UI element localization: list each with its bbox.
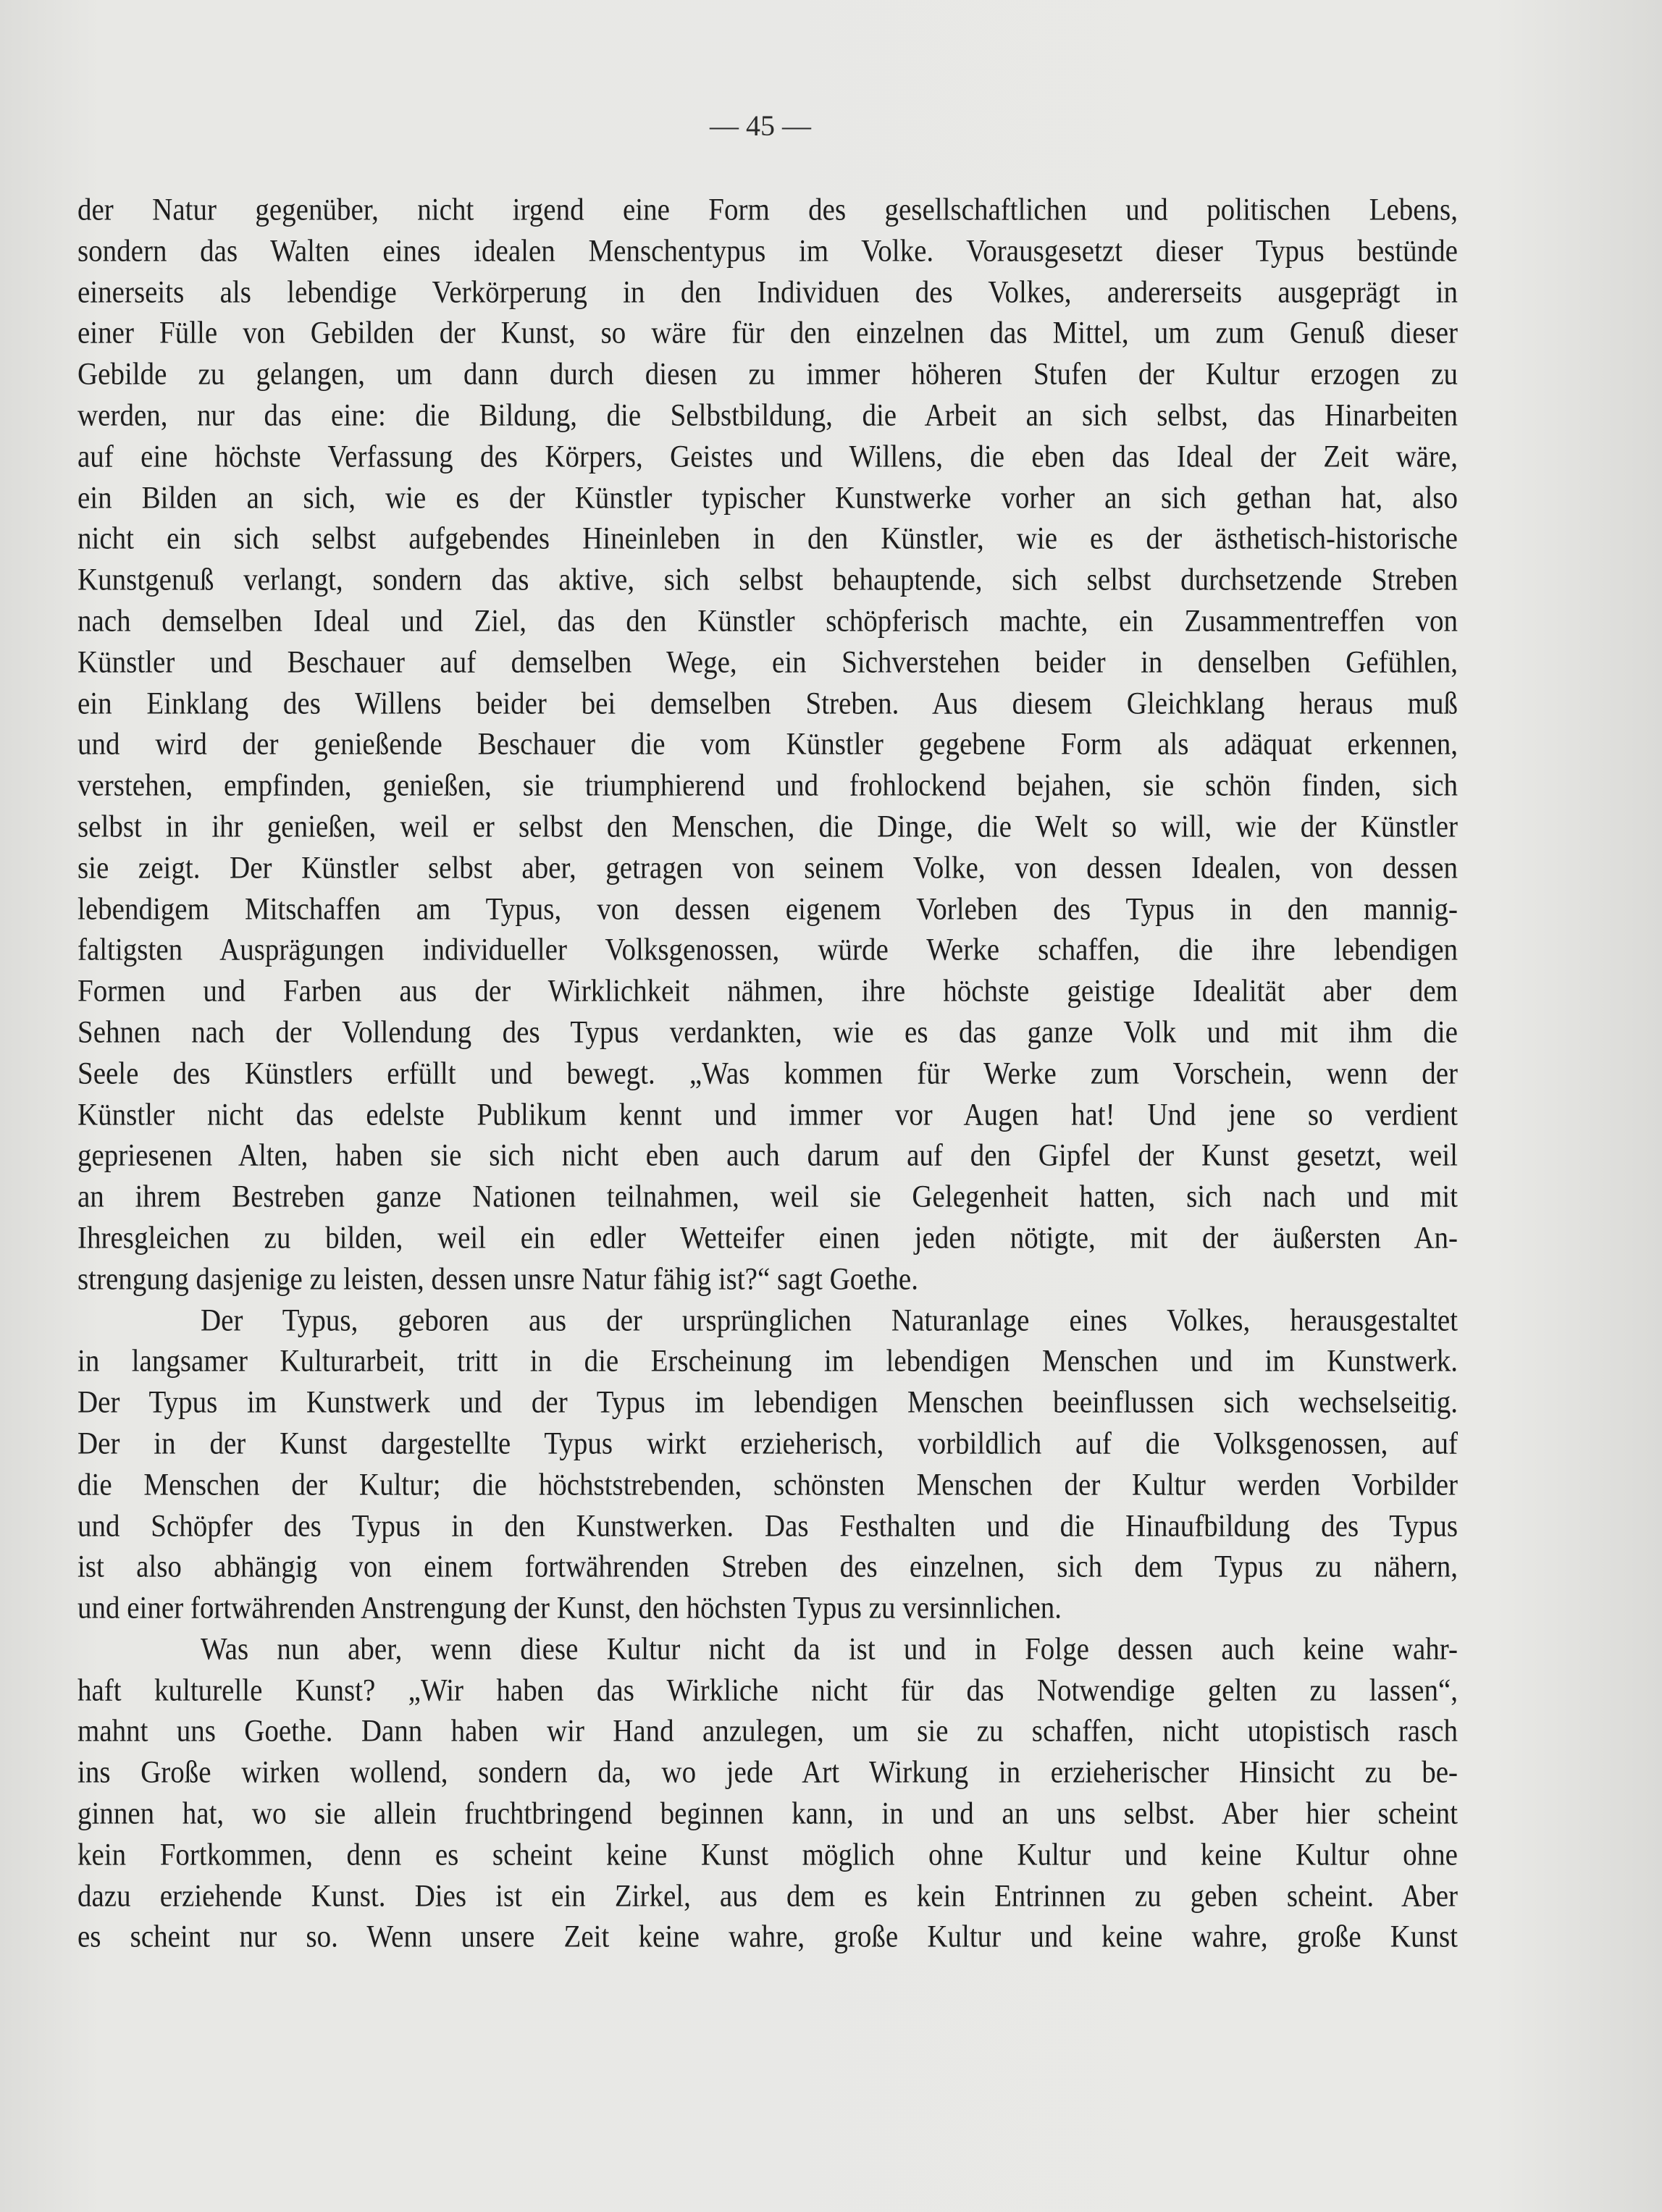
text-line: Ihresgleichen zu bilden, weil ein edler Wetteifer einen jeden nötigte, mit der äußersten An-: [77, 1220, 1458, 1256]
text-line: strengung dasjenige zu leisten, dessen unsre Natur fähig ist?“ sagt Goethe.: [77, 1261, 918, 1297]
text-line: mahnt uns Goethe. Dann haben wir Hand anzulegen, um sie zu schaffen, nicht utopistisch rasch: [77, 1713, 1458, 1749]
text-line: dazu erziehende Kunst. Dies ist ein Zirkel, aus dem es kein Entrinnen zu geben scheint. Aber: [77, 1877, 1458, 1914]
text-line: sondern das Walten eines idealen Menschentypus im Volke. Vorausgesetzt dieser Typus bestünde: [77, 233, 1458, 269]
text-line: haft kulturelle Kunst? „Wir haben das Wirkliche nicht für das Notwendige gelten zu lassen“,: [77, 1672, 1458, 1708]
body-text: [77, 190, 1458, 1958]
text-line: an ihrem Bestreben ganze Nationen teilnahmen, weil sie Gelegenheit hatten, sich nach und mit: [77, 1179, 1458, 1214]
text-line: ist also abhängig von einem fortwährenden Streben des einzelnen, sich dem Typus zu nähern,: [77, 1549, 1458, 1584]
text-line: ins Große wirken wollend, sondern da, wo jede Art Wirkung in erzieherischer Hinsicht zu be-: [77, 1754, 1458, 1790]
text-line: nicht ein sich selbst aufgebendes Hineinleben in den Künstler, wie es der ästhetisch-historische: [77, 521, 1458, 556]
text-line: Was nun aber, wenn diese Kultur nicht da ist und in Folge dessen auch keine wahr-: [201, 1631, 1458, 1667]
text-line: Künstler und Beschauer auf demselben Wege, ein Sichverstehen beider in denselben Gefühlen,: [77, 644, 1458, 680]
text-line: Der Typus im Kunstwerk und der Typus im lebendigen Menschen beeinflussen sich wechselseitig.: [77, 1384, 1458, 1420]
text-line: Der Typus, geboren aus der ursprünglichen Naturanlage eines Volkes, herausgestaltet: [201, 1302, 1458, 1337]
page-number: — 45 —: [710, 109, 811, 142]
text-line: gepriesenen Alten, haben sie sich nicht eben auch darum auf den Gipfel der Kunst gesetzt, weil: [77, 1137, 1458, 1173]
text-line: in langsamer Kulturarbeit, tritt in die Erscheinung im lebendigen Menschen und im Kunstwerk.: [77, 1343, 1458, 1379]
text-line: lebendigem Mitschaffen am Typus, von dessen eigenem Vorleben des Typus in den mannig-: [77, 891, 1458, 927]
text-line: und wird der genießende Beschauer die vom Künstler gegebene Form als adäquat erkennen,: [77, 726, 1458, 762]
text-line: verstehen, empfinden, genießen, sie triumphierend und frohlockend bejahen, sie schön finden, sich: [77, 768, 1458, 803]
text-line: Künstler nicht das edelste Publikum kennt und immer vor Augen hat! Und jene so verdient: [77, 1096, 1458, 1132]
text-line: Gebilde zu gelangen, um dann durch diesen zu immer höheren Stufen der Kultur erzogen zu: [77, 356, 1458, 392]
text-line: der Natur gegenüber, nicht irgend eine Form des gesellschaftlichen und politischen Lebens,: [77, 192, 1458, 227]
text-line: es scheint nur so. Wenn unsere Zeit keine wahre, große Kultur und keine wahre, große Kunst: [77, 1919, 1458, 1954]
text-line: und Schöpfer des Typus in den Kunstwerken. Das Festhalten und die Hinaufbildung des Typus: [77, 1507, 1458, 1543]
text-line: ein Bilden an sich, wie es der Künstler typischer Kunstwerke vorher an sich gethan hat, also: [77, 479, 1458, 516]
text-line: nach demselben Ideal und Ziel, das den Künstler schöpferisch machte, ein Zusammentreffen von: [77, 603, 1458, 639]
text-line: kein Fortkommen, denn es scheint keine Kunst möglich ohne Kultur und keine Kultur ohne: [77, 1837, 1458, 1872]
text-line: auf eine höchste Verfassung des Körpers, Geistes und Willens, die eben das Ideal der Zeit wäre,: [77, 439, 1458, 474]
paragraph: [77, 1629, 1458, 1958]
paragraph: [77, 190, 1458, 1300]
text-line: Kunstgenuß verlangt, sondern das aktive, sich selbst behauptende, sich selbst durchsetzende Streben: [77, 562, 1458, 597]
text-line: selbst in ihr genießen, weil er selbst den Menschen, die Dinge, die Welt so will, wie der Künstler: [77, 809, 1458, 844]
text-line: Sehnen nach der Vollendung des Typus verdankten, wie es das ganze Volk und mit ihm die: [77, 1014, 1458, 1050]
text-line: faltigsten Ausprägungen individueller Volksgenossen, würde Werke schaffen, die ihre lebendigen: [77, 932, 1458, 967]
text-line: Der in der Kunst dargestellte Typus wirkt erzieherisch, vorbildlich auf die Volksgenossen, auf: [77, 1426, 1458, 1461]
text-line: einerseits als lebendige Verkörperung in den Individuen des Volkes, andererseits ausgeprägt in: [77, 274, 1458, 310]
text-line: Formen und Farben aus der Wirklichkeit nähmen, ihre höchste geistige Idealität aber dem: [77, 973, 1458, 1009]
text-line: werden, nur das eine: die Bildung, die Selbstbildung, die Arbeit an sich selbst, das Hinarbeiten: [77, 398, 1458, 433]
paragraph: [77, 1300, 1458, 1629]
text-line: sie zeigt. Der Künstler selbst aber, getragen von seinem Volke, von dessen Idealen, von dessen: [77, 850, 1458, 886]
text-line: und einer fortwährenden Anstrengung der Kunst, den höchsten Typus zu versinnlichen.: [77, 1590, 1062, 1626]
text-line: einer Fülle von Gebilden der Kunst, so wäre für den einzelnen das Mittel, um zum Genuß dieser: [77, 315, 1458, 350]
text-line: ginnen hat, wo sie allein fruchtbringend beginnen kann, in und an uns selbst. Aber hier scheint: [77, 1796, 1458, 1831]
text-line: die Menschen der Kultur; die höchststrebenden, schönsten Menschen der Kultur werden Vorbilder: [77, 1467, 1458, 1502]
text-line: ein Einklang des Willens beider bei demselben Streben. Aus diesem Gleichklang heraus muß: [77, 685, 1458, 721]
text-line: Seele des Künstlers erfüllt und bewegt. „Was kommen für Werke zum Vorschein, wenn der: [77, 1056, 1458, 1091]
